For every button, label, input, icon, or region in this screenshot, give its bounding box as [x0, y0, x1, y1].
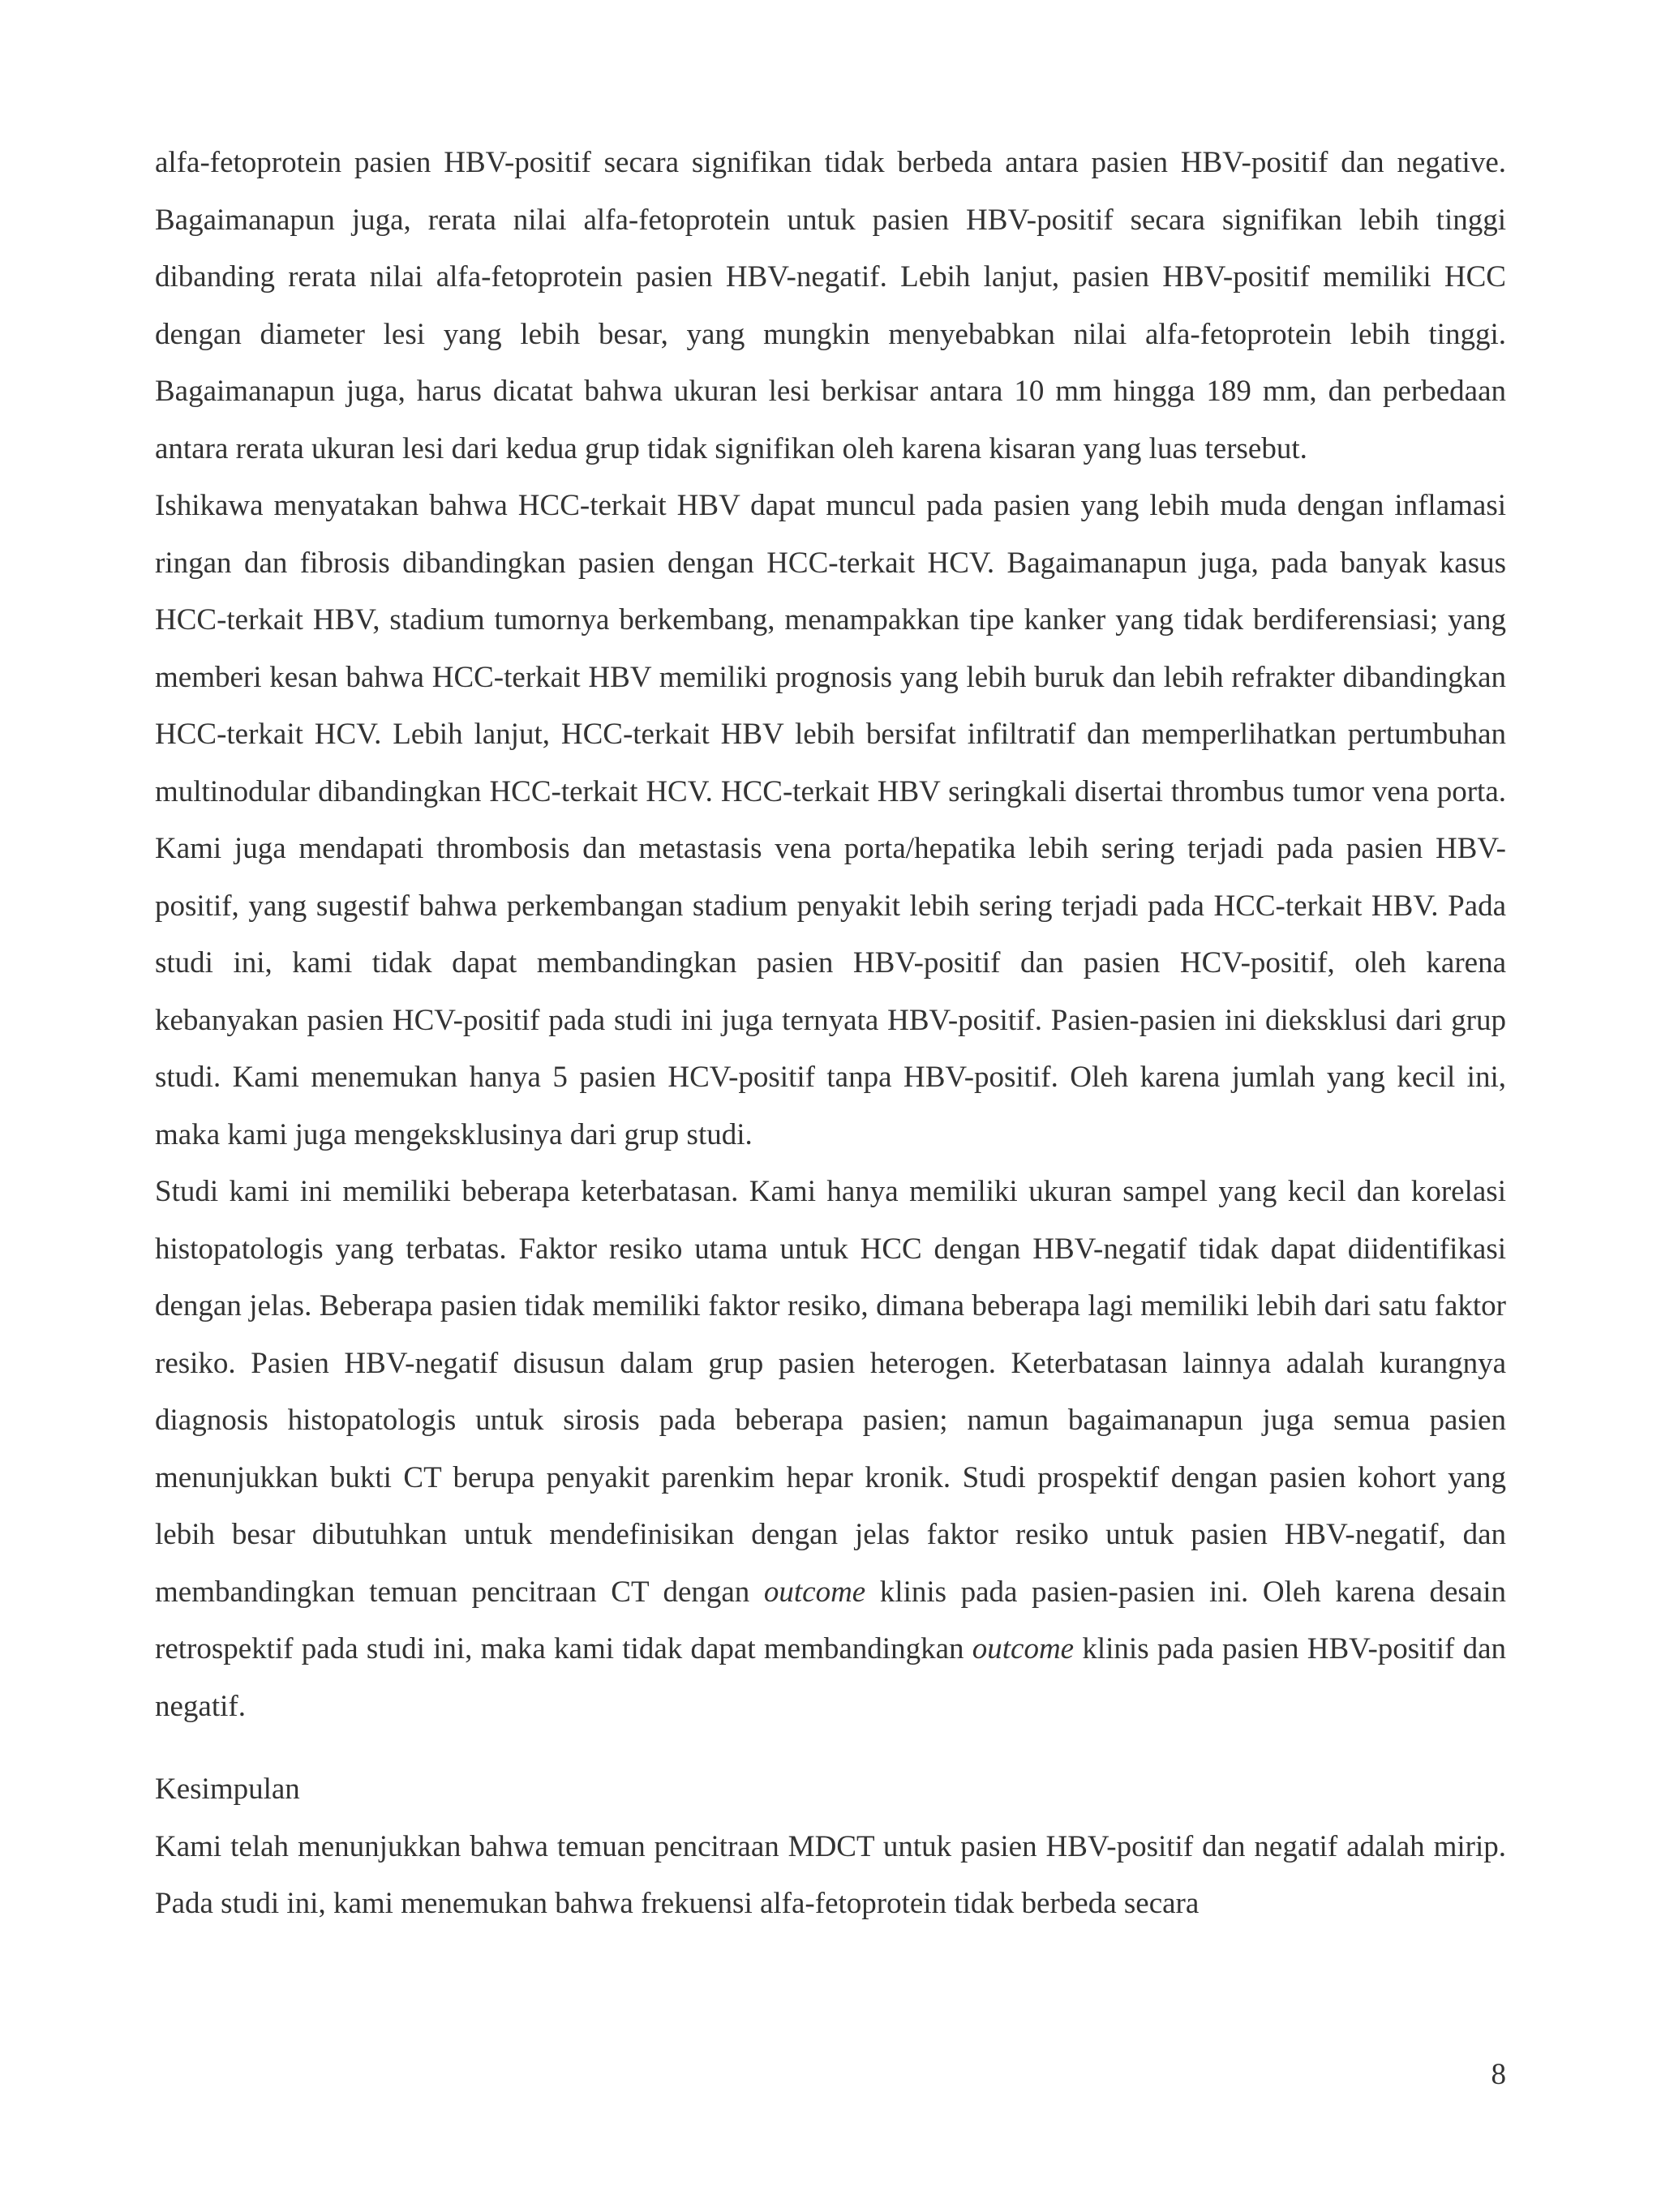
- page-number: 8: [1491, 2058, 1506, 2091]
- outcome-italic-1: outcome: [763, 1575, 866, 1609]
- document-page: [155, 135, 1506, 1933]
- section-heading-kesimpulan: Kesimpulan: [155, 1773, 300, 1806]
- outcome-italic-2: outcome: [972, 1632, 1075, 1665]
- limitations-text-b: klinis pada pasien-pasien ini. Oleh karena desain retrospektif pada studi ini, maka kami tidak dapat membandingkan: [155, 1575, 1506, 1665]
- paragraph-conclusion: Kami telah menunjukkan bahwa temuan pencitraan MDCT untuk pasien HBV-positif dan negatif adalah mirip. Pada studi ini, kami menemukan bahwa frekuensi alfa-fetoprotein tidak berbeda secara: [155, 1829, 1506, 1920]
- paragraph-ishikawa: Ishikawa menyatakan bahwa HCC-terkait HBV dapat muncul pada pasien yang lebih muda dengan inflamasi ringan dan fibrosis dibandingkan pasien dengan HCC-terkait HCV. Bagaimanapun juga, pada banyak kasus HCC-terkait HBV, stadium tumornya berkembang, menampakkan tipe kanker yang tidak berdiferensiasi; yang memberi kesan bahwa HCC-terkait HBV memiliki prognosis yang lebih buruk dan lebih refrakter dibandingkan HCC-terkait HCV. Lebih lanjut, HCC-terkait HBV lebih bersifat infiltratif dan memperlihatkan pertumbuhan multinodular dibandingkan HCC-terkait HCV. HCC-terkait HBV seringkali disertai thrombus tumor vena porta. Kami juga mendapati thrombosis dan metastasis vena porta/hepatika lebih sering terjadi pada pasien HBV-positif, yang sugestif bahwa perkembangan stadium penyakit lebih sering terjadi pada HCC-terkait HBV. Pada studi ini, kami tidak dapat membandingkan pasien HBV-positif dan pasien HCV-positif, oleh karena kebanyakan pasien HCV-positif pada studi ini juga ternyata HBV-positif. Pasien-pasien ini dieksklusi dari grup studi. Kami menemukan hanya 5 pasien HCV-positif tanpa HBV-positif. Oleh karena jumlah yang kecil ini, maka kami juga mengeksklusinya dari grup studi.: [155, 489, 1506, 1151]
- paragraph-limitations: [155, 1164, 1506, 1735]
- limitations-text-a: Studi kami ini memiliki beberapa keterbatasan. Kami hanya memiliki ukuran sampel yang kecil dan korelasi histopatologis yang terbatas. Faktor resiko utama untuk HCC dengan HBV-negatif tidak dapat diidentifikasi dengan jelas. Beberapa pasien tidak memiliki faktor resiko, dimana beberapa lagi memiliki lebih dari satu faktor resiko. Pasien HBV-negatif disusun dalam grup pasien heterogen. Keterbatasan lainnya adalah kurangnya diagnosis histopatologis untuk sirosis pada beberapa pasien; namun bagaimanapun juga semua pasien menunjukkan bukti CT berupa penyakit parenkim hepar kronik. Studi prospektif dengan pasien kohort yang lebih besar dibutuhkan untuk mendefinisikan dengan jelas faktor resiko untuk pasien HBV-negatif, dan membandingkan temuan pencitraan CT dengan: [155, 1175, 1506, 1609]
- paragraph-alfa-fetoprotein: alfa-fetoprotein pasien HBV-positif secara signifikan tidak berbeda antara pasien HBV-positif dan negative. Bagaimanapun juga, rerata nilai alfa-fetoprotein untuk pasien HBV-positif secara signifikan lebih tinggi dibanding rerata nilai alfa-fetoprotein pasien HBV-negatif. Lebih lanjut, pasien HBV-positif memiliki HCC dengan diameter lesi yang lebih besar, yang mungkin menyebabkan nilai alfa-fetoprotein lebih tinggi. Bagaimanapun juga, harus dicatat bahwa ukuran lesi berkisar antara 10 mm hingga 189 mm, dan perbedaan antara rerata ukuran lesi dari kedua grup tidak signifikan oleh karena kisaran yang luas tersebut.: [155, 146, 1506, 465]
- limitations-text-c: klinis pada pasien HBV-positif dan negatif.: [155, 1632, 1506, 1723]
